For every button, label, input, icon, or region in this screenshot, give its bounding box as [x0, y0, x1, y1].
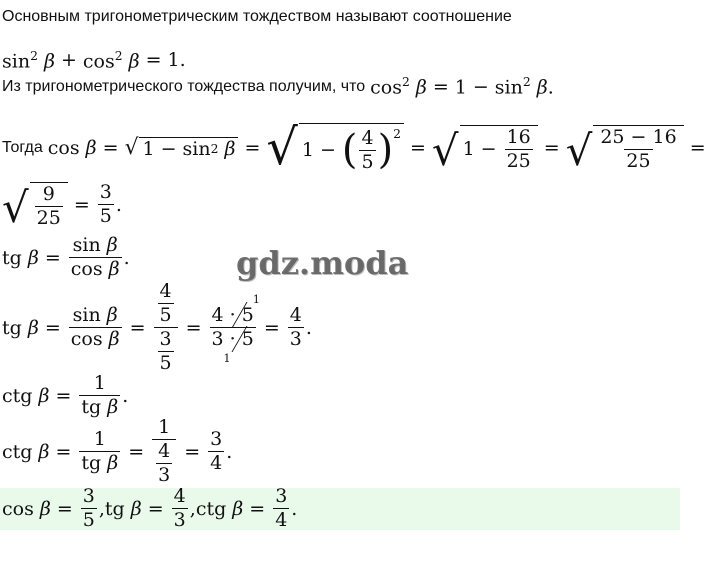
cos-derivation: Тогда cos β = √ 1 − sin 2 β = √ 1 − ( $\frac{4}{5}$ ) $^2$ = √ 1 − $\frac{16}{25}$ = √ $\frac{25 - 16}{25}$ = [2, 118, 706, 177]
tg-definition: tg β = $\frac{\text{sin β}}{\text{cos β}}$ . [2, 234, 130, 280]
intro-text: Основным тригонометрическим тождеством называют соотношение [2, 8, 512, 25]
ctg-computation: ctg β = $\frac{1}{\text{tg β}}$ = $\frac{1}{\frac{4}{3}}$ = $\frac{3}{4}$ . [2, 416, 233, 486]
tg-computation: tg β = $\frac{\text{sin β}}{\text{cos β}}$ = $\frac{\frac{4}{5}}{\frac{3}{5}}$ = 4 · 5 3 · 5 1 1 = $\frac{4}{3}$ . [2, 280, 312, 374]
derived-line [2, 76, 554, 97]
cos-result: √ $\frac{9}{25}$ = $\frac{3}{5}$ . [2, 181, 122, 232]
identity-formula: $\sin^2 \beta$ + $\cos^2 \beta$ = 1. [2, 49, 186, 73]
then-prefix: Тогда [2, 139, 43, 156]
derived-formula: $\cos^2 \beta = 1 - \sin^2 \beta$. [370, 75, 554, 99]
answer-formula: cos β = $\frac{3}{5}$ , tg β = $\frac{4}{3}$ , ctg β = $\frac{3}{4}$ . [2, 485, 298, 531]
ctg-definition: ctg β = $\frac{1}{\text{tg β}}$ . [2, 372, 129, 418]
answer-box [0, 485, 680, 531]
watermark-logo: gdz.moda [236, 244, 409, 282]
derived-prefix: Из тригонометрического тождества получим, что [2, 77, 366, 95]
